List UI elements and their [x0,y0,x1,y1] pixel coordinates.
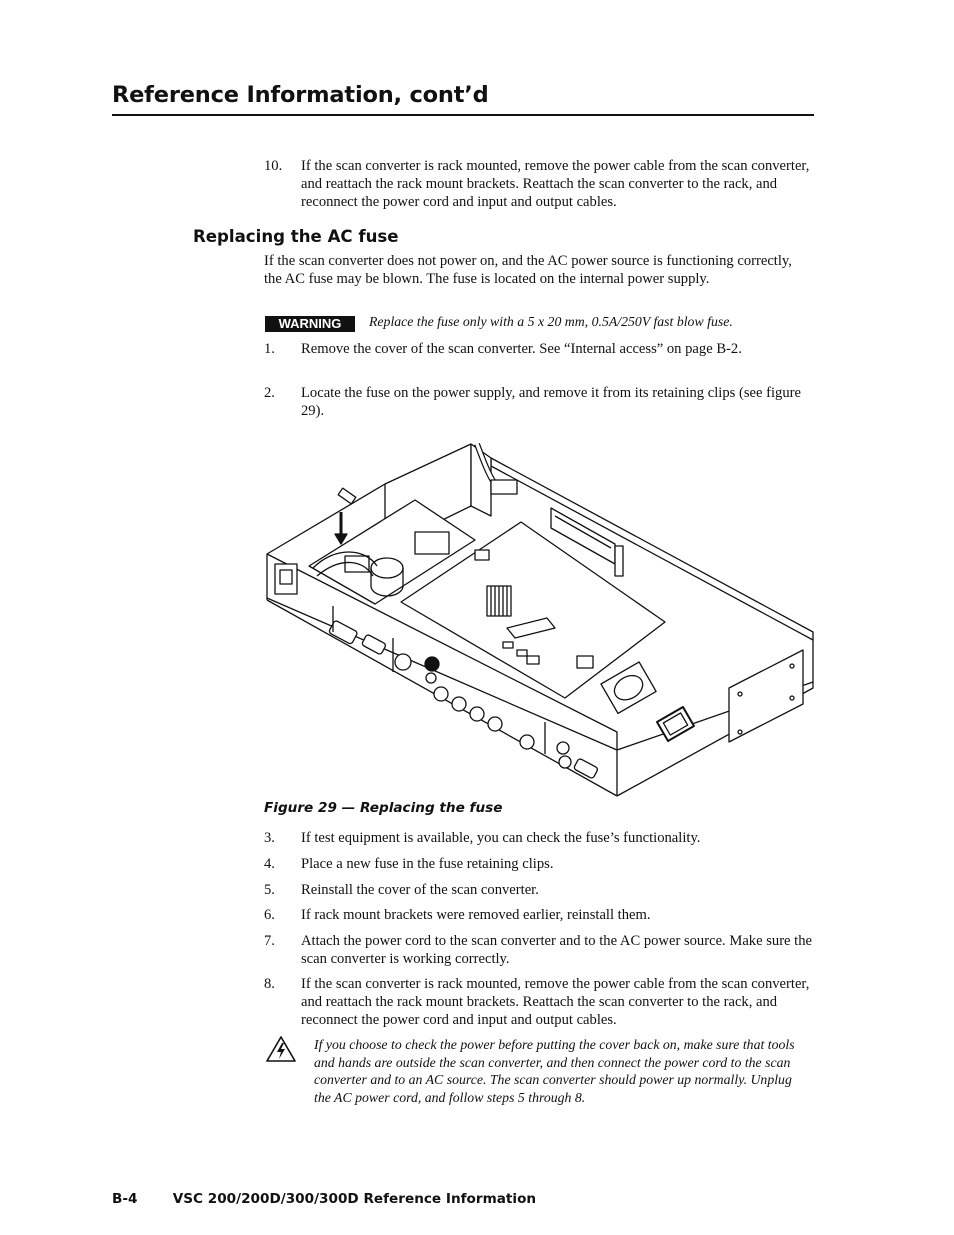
page-header-title: Reference Information, cont’d [112,82,489,108]
section-heading: Replacing the AC fuse [193,227,399,246]
figure-caption: Figure 29 — Replacing the fuse [264,800,503,816]
step-text: If test equipment is available, you can check the fuse’s functionality. [301,830,701,846]
hazard-note-text: If you choose to check the power before putting the cover back on, make sure that tools and hands are outside the scan converter, and then connect the power cord to the scan converter and to an AC source. The scan converter should power up normally. Unplug the AC power cord, and follow steps 5 through 8. [314,1037,795,1105]
step-7 [264,932,812,968]
step-1 [264,340,812,358]
step-number: 4. [264,856,275,872]
step-number: 2. [264,385,275,401]
step-3 [264,829,812,847]
step-text: Reinstall the cover of the scan converter. [301,882,539,898]
electric-hazard-icon [266,1036,296,1062]
header-rule [112,114,814,116]
warning-text: Replace the fuse only with a 5 x 20 mm, 0.5A/250V fast blow fuse. [369,314,733,329]
step-number: 7. [264,933,275,949]
page-footer [112,1191,536,1207]
step-text: If rack mount brackets were removed earlier, reinstall them. [301,907,651,923]
step-number: 3. [264,830,275,846]
step-text: Locate the fuse on the power supply, and remove it from its retaining clips (see figure 29). [301,385,801,419]
step-text: Attach the power cord to the scan converter and to the AC power source. Make sure the scan converter is working correctly. [301,933,813,967]
step-text: If the scan converter is rack mounted, remove the power cable from the scan converter, and reattach the rack mount brackets. Reattach the scan converter to the rack, and reconnect the power cord and input and output cables. [301,976,810,1028]
scan-converter-fuse-illustration [265,436,815,800]
step-number: 1. [264,341,275,357]
step-number: 5. [264,882,275,898]
page-number: B-4 [112,1191,138,1207]
step-5 [264,881,812,899]
step-text: Remove the cover of the scan converter. See “Internal access” on page B-2. [301,341,742,357]
section-paragraph: If the scan converter does not power on, and the AC power source is functioning correctly, the AC fuse may be blown. The fuse is located on the internal power supply. [264,253,792,287]
step-text: Place a new fuse in the fuse retaining clips. [301,856,554,872]
step-10 [264,157,812,211]
warning-badge: WARNING [265,316,355,332]
step-4 [264,855,812,873]
step-text: If the scan converter is rack mounted, remove the power cable from the scan converter, and reattach the rack mount brackets. Reattach the scan converter to the rack, and reconnect the power cord and input and output cables. [301,158,810,210]
step-2 [264,384,812,420]
step-number: 6. [264,907,275,923]
step-number: 8. [264,976,275,992]
step-number: 10. [264,158,283,174]
step-6 [264,906,812,924]
step-8 [264,975,812,1029]
footer-doc-title: VSC 200/200D/300/300D Reference Information [172,1191,537,1207]
